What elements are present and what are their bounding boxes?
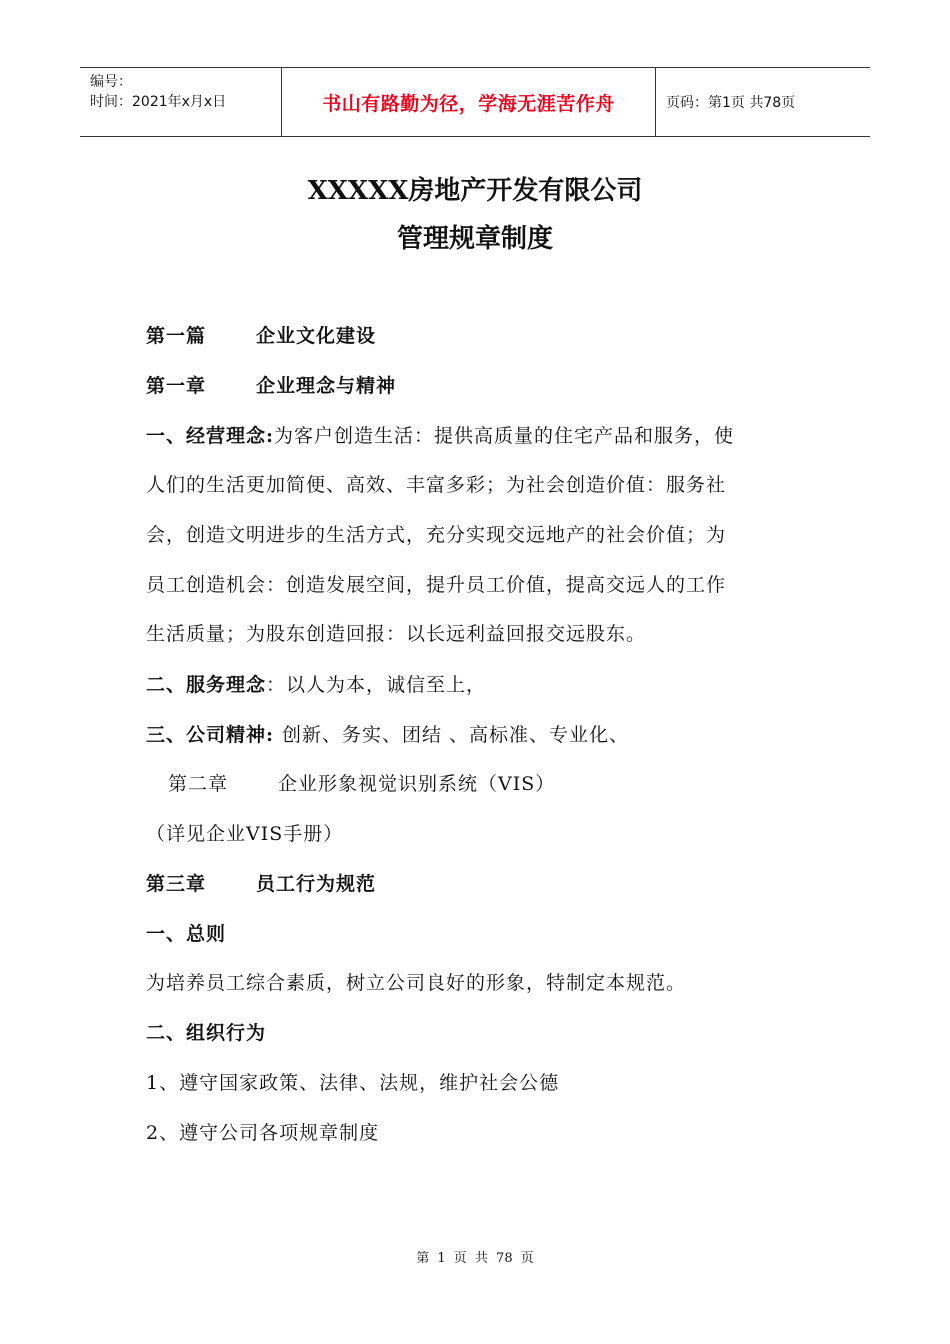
paragraph-line: 为培养员工综合素质，树立公司良好的形象，特制定本规范。 (146, 972, 687, 994)
part-heading (146, 321, 376, 348)
company-title: XXXXX房地产开发有限公司 (307, 176, 643, 206)
list-item: 1、遵守国家政策、法律、法规，维护社会公德 (146, 1072, 560, 1094)
section-heading: 二、组织行为 (146, 1022, 267, 1044)
section-heading: 三、公司精神: (146, 724, 275, 746)
header-time-label: 时间：2021年x月x日 (90, 94, 227, 110)
document-title: 管理规章制度 (396, 224, 553, 254)
paragraph-text: ：以人为本，诚信至上， (266, 674, 487, 696)
part-title: 企业文化建设 (256, 325, 377, 347)
section-heading: 一、总则 (146, 923, 227, 945)
page-header (80, 67, 870, 137)
paragraph-text: 为客户创造生活：提供高质量的住宅产品和服务，使 (274, 425, 735, 447)
paragraph-line: 生活质量；为股东创造回报：以长远利益回报交远股东。 (146, 623, 647, 645)
paragraph-text: 创新、务实、团结 、高标准、专业化、 (282, 724, 630, 746)
chapter-title: 企业形象视觉识别系统（VIS） (278, 773, 556, 795)
chapter-title: 企业理念与精神 (256, 375, 397, 397)
paragraph-line: 人们的生活更加简便、高效、丰富多彩；为社会创造价值：服务社 (146, 474, 727, 496)
page-footer: 第 1 页 共 78 页 (416, 1251, 534, 1266)
chapter-heading-2 (168, 769, 555, 796)
header-number-label: 编号： (90, 74, 132, 90)
section-heading: 一、经营理念: (146, 425, 275, 447)
chapter-number: 第一章 (146, 375, 207, 397)
header-meta (80, 68, 281, 136)
header-motto: 书山有路勤为径，学海无涯苦作舟 (281, 68, 656, 136)
header-page-info: 页码：第1页 共78页 (666, 95, 796, 111)
chapter-number: 第二章 (168, 773, 229, 795)
paragraph-line: 会，创造文明进步的生活方式，充分实现交远地产的社会价值；为 (146, 524, 727, 546)
paragraph-line: 员工创造机会：创造发展空间，提升员工价值，提高交远人的工作 (146, 574, 727, 596)
section-heading: 二、服务理念 (146, 674, 267, 696)
chapter-number: 第三章 (146, 873, 207, 895)
part-number: 第一篇 (146, 325, 207, 347)
chapter-note: （详见企业VIS手册） (146, 823, 344, 845)
paragraph-line (146, 720, 629, 747)
chapter-title: 员工行为规范 (256, 873, 377, 895)
chapter-heading-3 (146, 869, 376, 896)
chapter-heading-1 (146, 371, 396, 398)
paragraph-line (146, 421, 734, 448)
list-item: 2、遵守公司各项规章制度 (146, 1122, 380, 1144)
paragraph-line (146, 670, 486, 697)
